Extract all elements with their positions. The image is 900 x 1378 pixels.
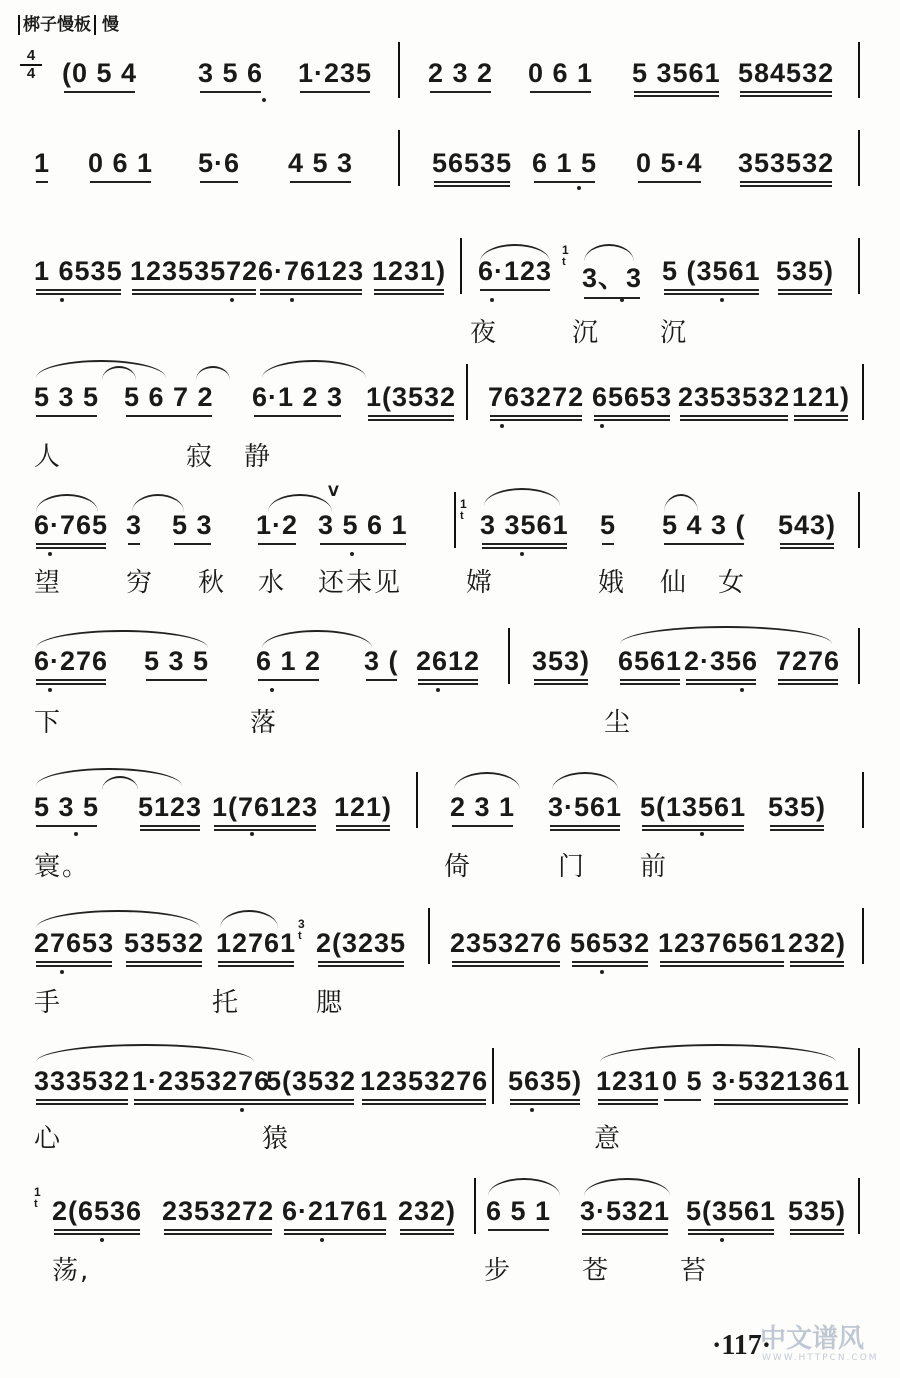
octave-dot: [230, 298, 234, 302]
note-group: 1231): [372, 256, 447, 286]
bar-line: [858, 628, 860, 684]
octave-dot: [436, 688, 440, 692]
note-group: 6·765: [34, 510, 109, 540]
note-group: 3·561: [548, 792, 623, 822]
lyric: 步: [484, 1256, 513, 1286]
bar-line: [862, 364, 864, 420]
octave-dot: [520, 552, 524, 556]
octave-dot: [48, 688, 52, 692]
note-group: 2 3 2: [428, 58, 494, 88]
octave-dot: [350, 552, 354, 556]
slur: [584, 1178, 670, 1196]
lyric: 嫦: [466, 568, 495, 598]
note-group: 5 4 3 (: [662, 510, 746, 540]
mode-label: 梆子慢板: [18, 15, 96, 35]
note-group: 3 3561: [480, 510, 569, 540]
lyric: 寂: [186, 442, 215, 472]
lyric: 门: [558, 852, 587, 882]
bar-line: [398, 130, 400, 186]
note-group: 232): [788, 928, 847, 958]
grace-bottom: t: [460, 510, 464, 522]
lyric: 仙: [660, 568, 689, 598]
note-group: 3: [126, 510, 143, 540]
note-group: 535): [788, 1196, 847, 1226]
time-signature-bottom: 4: [26, 65, 36, 82]
note-group: 584532: [738, 58, 835, 88]
octave-dot: [74, 832, 78, 836]
octave-dot: [740, 688, 744, 692]
note-group: 53532: [124, 928, 205, 958]
note-group: 1 6535: [34, 256, 123, 286]
octave-dot: [270, 688, 274, 692]
note-group: 3 5 6: [198, 58, 264, 88]
note-group: 535): [776, 256, 835, 286]
page-number: ·117·: [712, 1330, 772, 1361]
note-group: 121): [334, 792, 393, 822]
slur: [454, 772, 520, 790]
bar-line: [858, 130, 860, 186]
note-group: 12761: [216, 928, 297, 958]
lyric: 秋: [198, 568, 227, 598]
breath-mark: V: [328, 484, 341, 500]
grace-note: [460, 498, 467, 522]
watermark-url: WWW.HTTPCN.COM: [762, 1353, 879, 1363]
note-group: 3 (: [364, 646, 399, 676]
bar-line: [858, 1178, 860, 1234]
note-group: 5 3561: [632, 58, 721, 88]
lyric: 女: [718, 568, 747, 598]
bar-line: [858, 238, 860, 294]
bar-line: [454, 492, 456, 548]
note-group: 56535: [432, 148, 513, 178]
slur: [488, 1178, 560, 1196]
octave-dot: [60, 970, 64, 974]
note-group: 5635): [508, 1066, 583, 1096]
bar-line: [398, 42, 400, 98]
bar-line: [474, 1178, 476, 1234]
note-group: 5 3: [172, 510, 213, 540]
lyric: 沉: [572, 318, 601, 348]
lyric: 尘: [604, 708, 633, 738]
lyric: 落: [250, 708, 279, 738]
grace-note: [298, 918, 305, 942]
note-group: 2353532: [678, 382, 791, 412]
grace-note: [34, 1186, 41, 1210]
grace-top: 1: [460, 497, 467, 511]
octave-dot: [620, 298, 624, 302]
note-group: 5123: [138, 792, 203, 822]
note-group: 5(13561: [640, 792, 747, 822]
bar-line: [460, 238, 462, 294]
octave-dot: [500, 424, 504, 428]
lyric: 寰。: [34, 852, 91, 882]
octave-dot: [600, 970, 604, 974]
lyric: 沉: [660, 318, 689, 348]
note-group: 3·5321361: [712, 1066, 851, 1096]
bar-line: [858, 1048, 860, 1104]
lyric: 前: [640, 852, 669, 882]
note-group: 1(76123: [212, 792, 319, 822]
bar-line: [466, 364, 468, 420]
slur: [36, 1044, 254, 1062]
note-group: 2(6536: [52, 1196, 143, 1226]
bar-line: [858, 42, 860, 98]
note-group: 0 5: [662, 1066, 703, 1096]
note-group: 6·123: [478, 256, 553, 286]
note-group: 65653: [592, 382, 673, 412]
note-group: (0 5 4: [62, 58, 138, 88]
note-group: 3 5 6 1: [318, 510, 408, 540]
lyric: 人: [34, 442, 63, 472]
note-group: 3·5321: [580, 1196, 671, 1226]
note-group: 6·76123: [258, 256, 365, 286]
octave-dot: [60, 298, 64, 302]
octave-dot: [490, 298, 494, 302]
note-group: 0 6 1: [528, 58, 594, 88]
grace-top: 1: [562, 243, 569, 257]
grace-note: [562, 244, 569, 268]
grace-top: 3: [298, 917, 305, 931]
note-group: 0 6 1: [88, 148, 154, 178]
tempo-header: [18, 10, 119, 35]
note-group: 1·2: [256, 510, 299, 540]
note-group: 1231: [596, 1066, 661, 1096]
note-group: 5 6 7 2: [124, 382, 214, 412]
lyric: 穷: [126, 568, 155, 598]
note-group: 7276: [776, 646, 841, 676]
note-group: 6561: [618, 646, 683, 676]
note-group: 5(3561: [686, 1196, 777, 1226]
lyric: 还未见: [318, 568, 403, 598]
octave-dot: [250, 832, 254, 836]
lyric: 苍: [582, 1256, 611, 1286]
note-group: 5(3532: [266, 1066, 357, 1096]
note-group: 5 3 5: [144, 646, 210, 676]
note-group: 56532: [570, 928, 651, 958]
lyric: 下: [34, 708, 63, 738]
note-group: 5·6: [198, 148, 241, 178]
note-group: 12353276: [360, 1066, 489, 1096]
note-group: 2353276: [450, 928, 563, 958]
octave-dot: [100, 1238, 104, 1242]
note-group: 3、3: [582, 256, 642, 295]
tempo-label: 慢: [102, 15, 119, 35]
bar-line: [416, 772, 418, 828]
note-group: 5 3 5: [34, 792, 100, 822]
time-signature: [20, 48, 42, 82]
grace-bottom: t: [298, 930, 302, 942]
octave-dot: [700, 832, 704, 836]
lyric: 手: [34, 988, 63, 1018]
note-group: 27653: [34, 928, 115, 958]
lyric: 水: [258, 568, 287, 598]
lyric: 静: [244, 442, 273, 472]
note-group: 2(3235: [316, 928, 407, 958]
slur: [620, 626, 832, 644]
slur: [552, 772, 618, 790]
lyric: 意: [594, 1124, 623, 1154]
note-group: 5: [600, 510, 617, 540]
note-group: 4 5 3: [288, 148, 354, 178]
lyric: 心: [34, 1124, 63, 1154]
octave-dot: [262, 98, 266, 102]
slur: [484, 488, 560, 506]
lyric: 荡,: [52, 1256, 91, 1286]
note-group: 543): [778, 510, 837, 540]
slur: [36, 360, 166, 378]
slur: [196, 366, 230, 380]
note-group: 6·1 2 3: [252, 382, 344, 412]
bar-line: [508, 628, 510, 684]
slur: [600, 1044, 836, 1062]
note-group: 0 5·4: [636, 148, 703, 178]
grace-bottom: t: [562, 256, 566, 268]
lyric: 望: [34, 568, 63, 598]
note-group: 5 (3561: [662, 256, 761, 286]
octave-dot: [577, 186, 581, 190]
time-signature-top: 4: [20, 48, 42, 66]
note-group: 2 3 1: [450, 792, 516, 822]
note-group: 121): [792, 382, 851, 412]
octave-dot: [320, 1238, 324, 1242]
lyric: 娥: [598, 568, 627, 598]
note-group: 6·276: [34, 646, 109, 676]
note-group: 6 1 2: [256, 646, 322, 676]
note-group: 535): [768, 792, 827, 822]
note-group: 1·2353276: [132, 1066, 271, 1096]
lyric: 夜: [470, 318, 499, 348]
note-group: 2353272: [162, 1196, 275, 1226]
note-group: 1(3532: [366, 382, 457, 412]
note-group: 6·21761: [282, 1196, 389, 1226]
lyric: 腮: [316, 988, 345, 1018]
grace-bottom: t: [34, 1198, 38, 1210]
note-group: 6 1 5: [532, 148, 598, 178]
octave-dot: [720, 1238, 724, 1242]
lyric: 倚: [444, 852, 473, 882]
note-group: 2·356: [684, 646, 759, 676]
lyric: 苔: [680, 1256, 709, 1286]
note-group: 12353572: [130, 256, 259, 286]
bar-line: [858, 492, 860, 548]
note-group: 333532: [34, 1066, 131, 1096]
slur: [220, 910, 278, 928]
note-group: 232): [398, 1196, 457, 1226]
slur: [36, 910, 200, 928]
note-group: 6 5 1: [486, 1196, 552, 1226]
octave-dot: [720, 298, 724, 302]
note-group: 2612: [416, 646, 481, 676]
bar-line: [862, 772, 864, 828]
note-group: 353): [532, 646, 591, 676]
grace-top: 1: [34, 1185, 41, 1199]
octave-dot: [600, 424, 604, 428]
octave-dot: [530, 1108, 534, 1112]
octave-dot: [240, 1108, 244, 1112]
note-group: 5 3 5: [34, 382, 100, 412]
lyric: 猿: [262, 1124, 291, 1154]
slur: [262, 360, 366, 378]
bar-line: [428, 908, 430, 964]
note-group: 353532: [738, 148, 835, 178]
note-group: 1·235: [298, 58, 373, 88]
note-group: 1: [34, 148, 51, 178]
octave-dot: [290, 298, 294, 302]
watermark-logo: 中文谱风: [760, 1324, 865, 1354]
octave-dot: [48, 552, 52, 556]
bar-line: [862, 908, 864, 964]
bar-line: [492, 1048, 494, 1104]
note-group: 763272: [488, 382, 585, 412]
note-group: 12376561: [658, 928, 787, 958]
lyric: 托: [212, 988, 241, 1018]
